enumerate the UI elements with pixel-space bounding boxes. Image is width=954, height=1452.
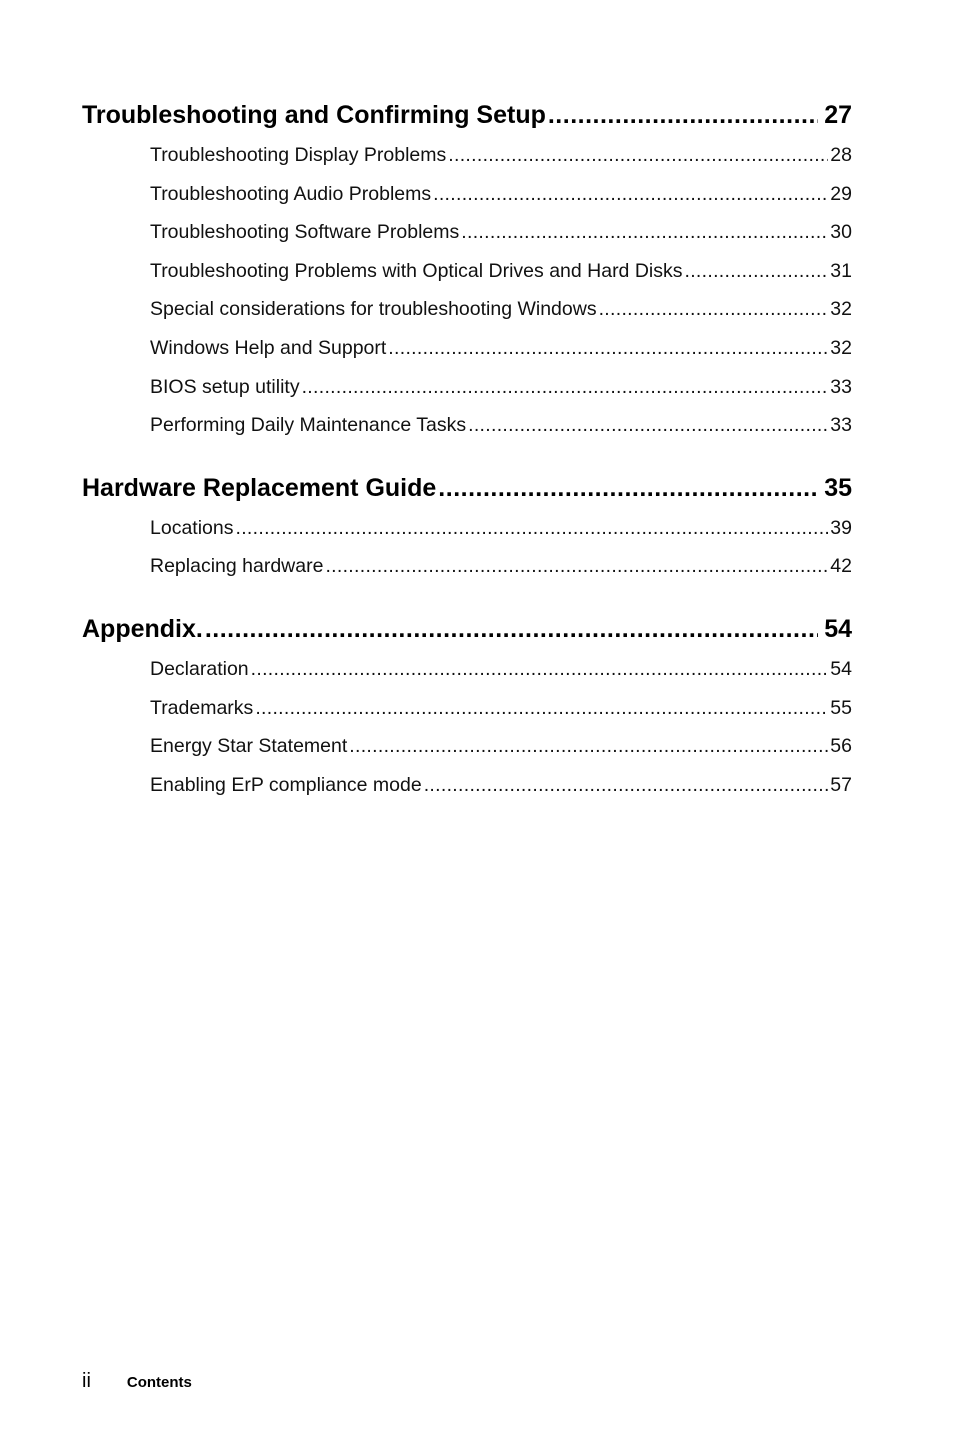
section-page-number: 27	[824, 101, 852, 129]
dot-leader	[251, 650, 829, 689]
dot-leader	[235, 509, 828, 548]
toc-entry[interactable]	[82, 650, 852, 689]
section-title: Hardware Replacement Guide	[82, 473, 437, 502]
toc-section-heading[interactable]	[82, 610, 852, 648]
toc-entry[interactable]	[82, 406, 852, 445]
dot-leader	[424, 766, 829, 805]
section-page-number: 35	[824, 473, 852, 502]
toc-entry[interactable]	[82, 509, 852, 548]
entry-title: Troubleshooting Problems with Optical Drives and Hard Disks	[150, 259, 683, 282]
entry-page-number: 39	[830, 516, 852, 539]
entry-title: Replacing hardware	[150, 555, 324, 578]
dot-leader	[448, 136, 828, 175]
entry-page-number: 31	[830, 259, 852, 282]
entry-page-number: 33	[830, 414, 852, 437]
toc-entry[interactable]	[82, 329, 852, 368]
toc-entry[interactable]	[82, 727, 852, 766]
dot-leader	[461, 213, 828, 252]
dot-leader	[599, 290, 829, 329]
entry-page-number: 56	[830, 735, 852, 758]
entry-page-number: 32	[830, 336, 852, 359]
entry-title: Windows Help and Support	[150, 336, 387, 359]
toc-section	[82, 96, 852, 445]
entry-page-number: 32	[830, 298, 852, 321]
toc-section-heading[interactable]	[82, 96, 852, 134]
dot-leader	[205, 610, 818, 648]
footer-page-number: ii	[82, 1370, 91, 1392]
entry-page-number: 33	[830, 375, 852, 398]
entry-title: Performing Daily Maintenance Tasks	[150, 414, 467, 437]
toc-entry[interactable]	[82, 547, 852, 586]
toc-section	[82, 469, 852, 586]
entry-page-number: 42	[830, 555, 852, 578]
section-title: Appendix.	[82, 614, 203, 643]
entry-title: Enabling ErP compliance mode	[150, 773, 422, 796]
toc-entry[interactable]	[82, 136, 852, 175]
toc-entry[interactable]	[82, 252, 852, 291]
toc-entry[interactable]	[82, 766, 852, 805]
entry-title: Troubleshooting Software Problems	[150, 221, 460, 244]
entry-page-number: 54	[830, 657, 852, 680]
entry-title: BIOS setup utility	[150, 375, 300, 398]
entry-title: Special considerations for troubleshooting Windows	[150, 298, 597, 321]
entry-page-number: 28	[830, 144, 852, 166]
entry-title: Energy Star Statement	[150, 735, 348, 758]
toc-entry[interactable]	[82, 290, 852, 329]
dot-leader	[685, 252, 829, 291]
toc-entry[interactable]	[82, 368, 852, 407]
toc-section-heading[interactable]	[82, 469, 852, 507]
dot-leader	[388, 329, 828, 368]
toc-section	[82, 610, 852, 804]
dot-leader	[438, 469, 818, 507]
toc-entry[interactable]	[82, 213, 852, 252]
entry-page-number: 55	[830, 696, 852, 719]
entry-title: Trademarks	[150, 696, 254, 719]
section-page-number: 54	[824, 614, 852, 643]
dot-leader	[468, 406, 828, 445]
dot-leader	[302, 368, 829, 407]
toc-entry[interactable]	[82, 175, 852, 214]
entry-page-number: 29	[830, 182, 852, 205]
page-footer	[82, 1370, 192, 1393]
dot-leader	[548, 96, 818, 134]
entry-page-number: 30	[830, 221, 852, 244]
toc-entry[interactable]	[82, 689, 852, 728]
footer-label: Contents	[126, 1374, 192, 1391]
section-title: Troubleshooting and Confirming Setup	[82, 101, 546, 129]
entry-title: Declaration	[150, 657, 249, 680]
dot-leader	[255, 689, 828, 728]
entry-page-number: 57	[830, 773, 852, 796]
table-of-contents	[82, 96, 852, 828]
entry-title: Troubleshooting Display Problems	[150, 144, 447, 166]
entry-title: Troubleshooting Audio Problems	[150, 182, 432, 205]
dot-leader	[325, 547, 828, 586]
entry-title: Locations	[150, 516, 234, 539]
dot-leader	[349, 727, 828, 766]
dot-leader	[433, 175, 828, 214]
